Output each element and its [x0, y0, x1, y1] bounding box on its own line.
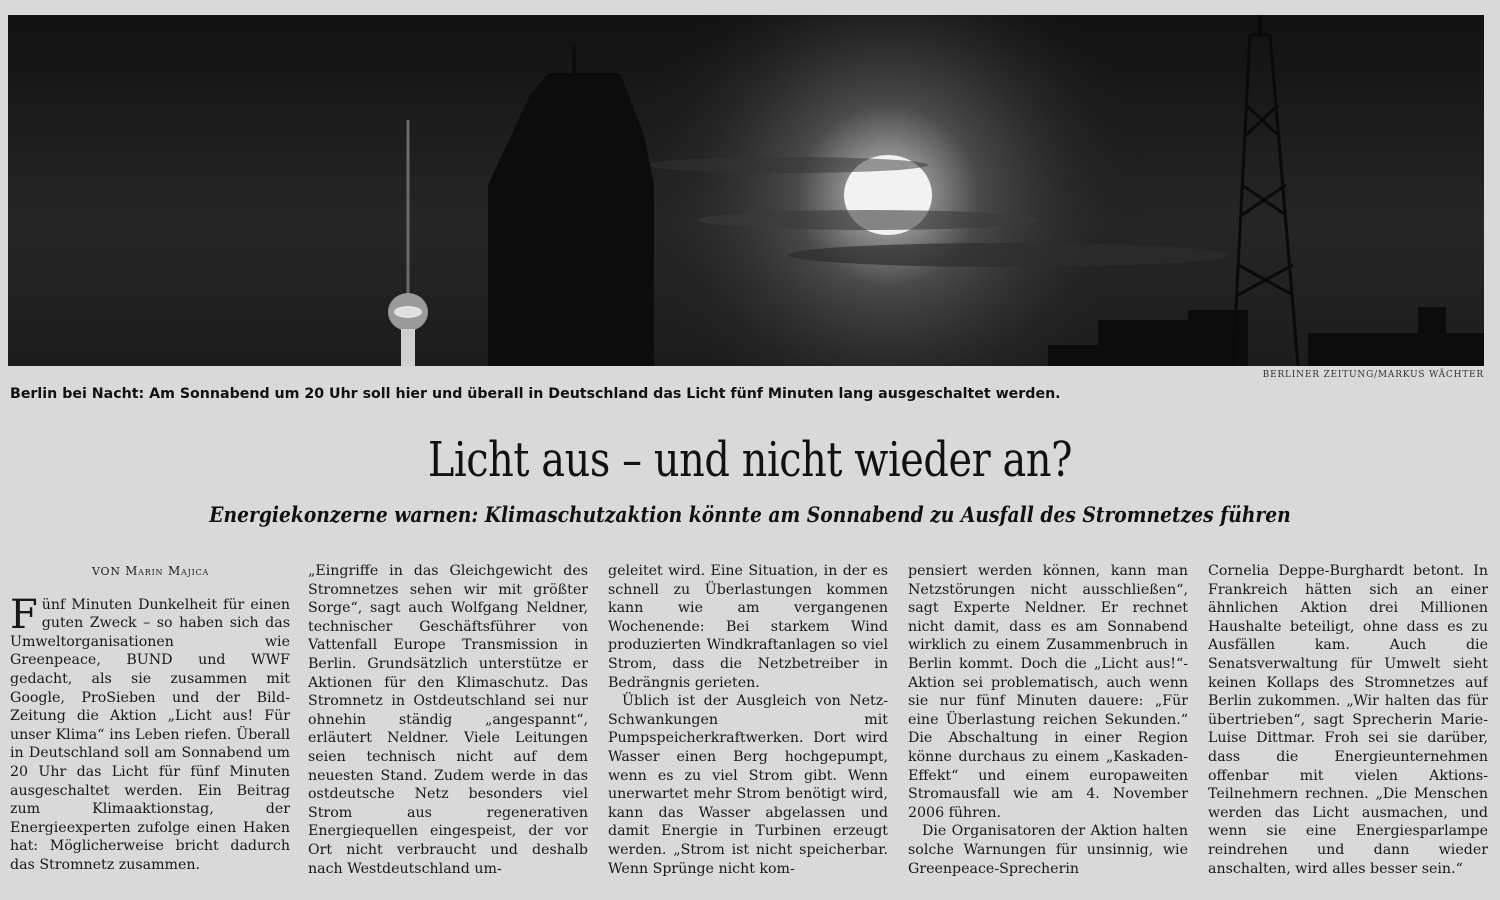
- byline: [92, 562, 290, 582]
- paragraph: Die Organisatoren der Aktion halten solche Warnungen für unsinnig, wie Greenpeace-Sprecherin: [908, 823, 1188, 877]
- byline-author: Marin Majica: [125, 564, 210, 578]
- article-column-1: [10, 562, 290, 898]
- article-column-5: [1208, 562, 1488, 898]
- photo-caption: Berlin bei Nacht: Am Sonnabend um 20 Uhr soll hier und überall in Deutschland das Licht fünf Minuten lang ausgeschaltet werden.: [10, 386, 1061, 402]
- byline-prefix: VON: [92, 565, 121, 578]
- skyline-illustration: [8, 15, 1484, 366]
- article-column-4: [908, 562, 1188, 898]
- night-skyline-photo: [8, 15, 1484, 366]
- paragraph: Cornelia Deppe-Burghardt betont. In Frankreich hätten sich an einer ähnlichen Aktion drei Millionen Haushalte beteiligt, ohne dass es zu Ausfällen kam. Auch die Senatsverwaltung für Umwelt sieht keinen Kollaps des Stromnetzes auf Berlin zukommen. „Wir halten das für übertrieben“, sagt Sprecherin Marie-Luise Dittmar. Froh sei sie darüber, dass die Energieunternehmen offenbar mit vielen Aktions-Teilnehmern rechnen. „Die Menschen werden das Licht ausmachen, und wenn sie eine Energiesparlampe reindrehen und dann wieder anschalten, wird alles besser sein.“: [1208, 563, 1488, 877]
- paragraph: „Eingriffe in das Gleichgewicht des Stromnetzes sehen wir mit größter Sorge“, sagt auch Wolfgang Neldner, technischer Geschäftsführer von Vattenfall Europe Transmission in Berlin. Grundsätzlich unterstütze er Aktionen für den Klimaschutz. Das Stromnetz in Ostdeutschland sei nur ohnehin ständig „angespannt“, erläutert Neldner. Viele Leitungen seien technisch nicht auf dem neuesten Stand. Zudem werde in das ostdeutsche Netz besonders viel Strom aus regenerativen Energiequellen eingespeist, der vor Ort nicht verbraucht und deshalb nach Westdeutschland um-: [308, 563, 588, 877]
- article-column-2: [308, 562, 588, 898]
- paragraph: [10, 591, 290, 875]
- article-subheadline: Energiekonzerne warnen: Klimaschutzaktion könnte am Sonnabend zu Ausfall des Stromnetzes führen: [209, 502, 1291, 527]
- paragraph: pensiert werden können, kann man Netzstörungen nicht ausschließen“, sagt Experte Neldner. Er rechnet nicht damit, dass es am Sonnabend wirklich zu einem Zusammenbruch in Berlin kommt. Doch die „Licht aus!“-Aktion sei problematisch, auch wenn sie nur fünf Minuten dauere: „Für eine Überlastung reichen Sekunden.“ Die Abschaltung in einer Region könne durchaus zu einem „Kaskaden-Effekt“ und einem europaweiten Stromausfall wie am 4. November 2006 führen.: [908, 563, 1188, 821]
- article-headline: Licht aus – und nicht wieder an?: [427, 432, 1073, 488]
- article-column-3: [608, 562, 888, 898]
- paragraph: geleitet wird. Eine Situation, in der es schnell zu Überlastungen kommen kann wie am vergangenen Wochenende: Bei starkem Wind produzierten Windkraftanlagen so viel Strom, dass die Netzbetreiber in Bedrängnis gerieten.: [608, 563, 888, 691]
- paragraph: Üblich ist der Ausgleich von Netz-Schwankungen mit Pumpspeicherkraftwerken. Dort wird Wasser einen Berg hochgepumpt, wenn es zu viel Strom gibt. Wenn unerwartet mehr Strom benötigt wird, kann das Wasser abgelassen und damit Energie in Turbinen erzeugt werden. „Strom ist nicht speicherbar. Wenn Sprünge nicht kom-: [608, 693, 888, 877]
- dropcap-letter: F: [10, 591, 38, 638]
- photo-credit: BERLINER ZEITUNG/MARKUS WÄCHTER: [1262, 370, 1484, 380]
- paragraph-text: ünf Minuten Dunkelheit für einen guten Zweck – so haben sich das Umweltorganisationen wie Greenpeace, BUND und WWF gedacht, als sie zusammen mit Google, ProSieben und der Bild-Zeitung die Aktion „Licht aus! Für unser Klima“ ins Leben riefen. Überall in Deutschland soll am Sonnabend um 20 Uhr das Licht für fünf Minuten ausgeschaltet werden. Ein Beitrag zum Klimaaktionstag, der Energieexperten zufolge einen Haken hat: Möglicherweise bricht dadurch das Stromnetz zusammen.: [10, 596, 290, 873]
